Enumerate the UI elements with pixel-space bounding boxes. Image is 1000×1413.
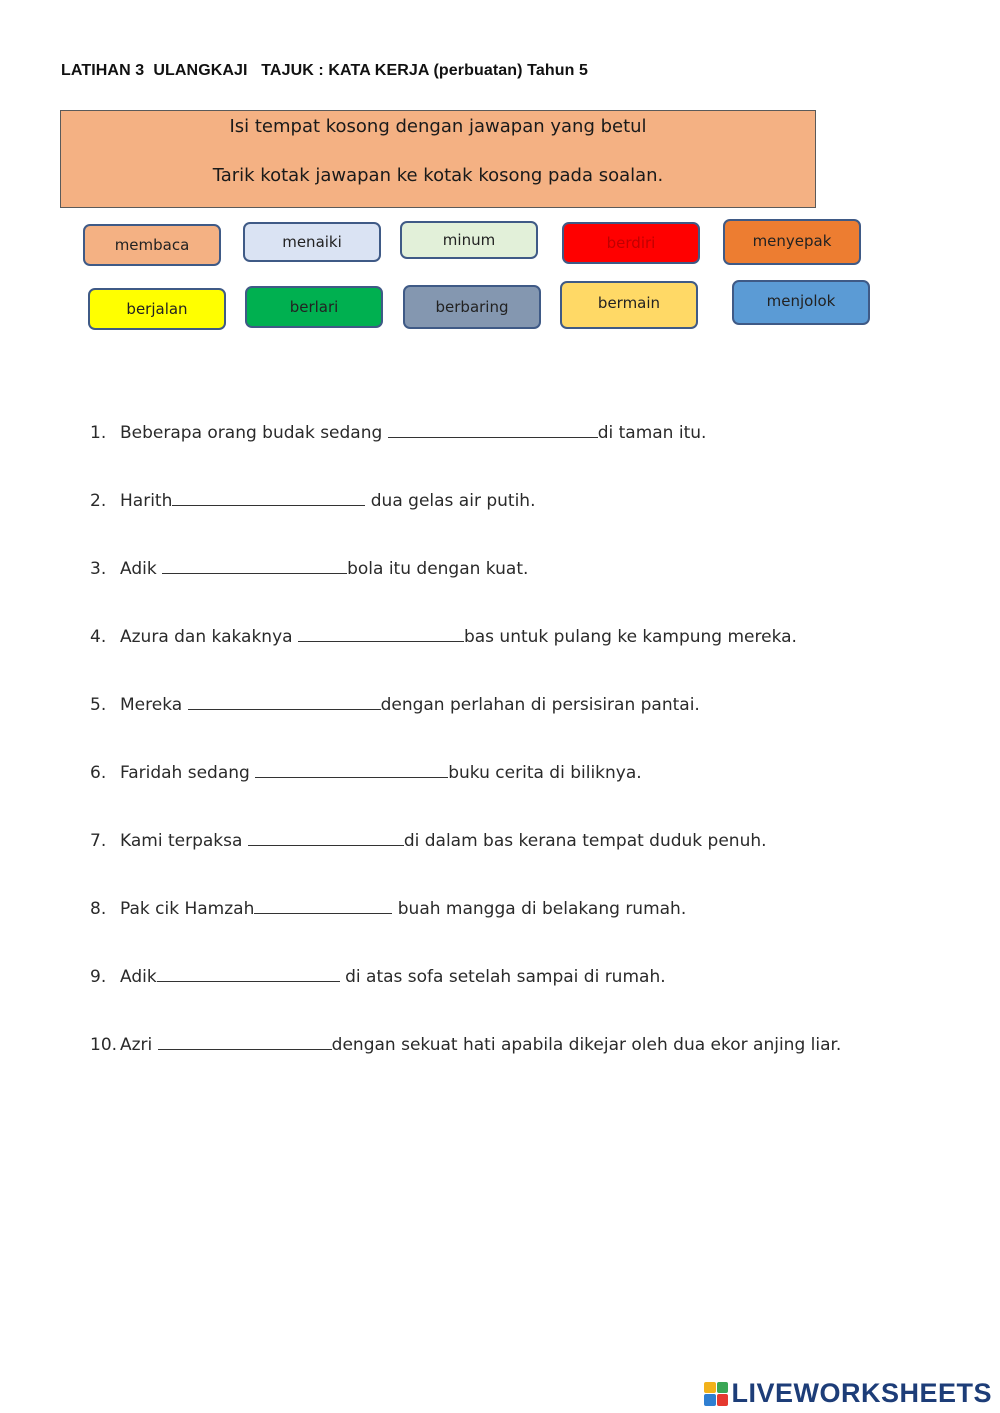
- word-chip-minum[interactable]: minum: [400, 221, 538, 259]
- question-text-before: Beberapa orang budak sedang: [120, 423, 388, 443]
- question-text-before: Pak cik Hamzah: [120, 899, 255, 919]
- question-3: [90, 559, 528, 579]
- question-4: [90, 627, 797, 647]
- question-number: 5.: [90, 695, 107, 715]
- answer-blank-1[interactable]: [388, 423, 598, 438]
- answer-blank-4[interactable]: [298, 627, 464, 642]
- question-text-after: buku cerita di biliknya.: [448, 763, 642, 783]
- question-7: [90, 831, 767, 851]
- liveworksheets-brand: [704, 1378, 992, 1409]
- question-number: 4.: [90, 627, 107, 647]
- question-text-before: Mereka: [120, 695, 188, 715]
- answer-blank-2[interactable]: [172, 491, 365, 506]
- answer-blank-10[interactable]: [158, 1035, 332, 1050]
- question-text-after: bola itu dengan kuat.: [347, 559, 529, 579]
- word-chip-menjolok[interactable]: menjolok: [732, 280, 870, 325]
- answer-blank-3[interactable]: [162, 559, 347, 574]
- liveworksheets-logo-icon: [704, 1382, 728, 1406]
- question-number: 1.: [90, 423, 107, 443]
- brand-text: LIVEWORKSHEETS: [731, 1378, 992, 1408]
- instruction-line-2: Tarik kotak jawapan ke kotak kosong pada soalan.: [212, 165, 664, 186]
- question-5: [90, 695, 700, 715]
- word-chip-menaiki[interactable]: menaiki: [243, 222, 381, 262]
- word-chip-membaca[interactable]: membaca: [83, 224, 221, 266]
- question-text-before: Kami terpaksa: [120, 831, 248, 851]
- word-chip-bermain[interactable]: bermain: [560, 281, 698, 329]
- question-text-after: di dalam bas kerana tempat duduk penuh.: [403, 831, 767, 851]
- question-text-after: dengan perlahan di persisiran pantai.: [380, 695, 700, 715]
- question-6: [90, 763, 642, 783]
- question-10: [90, 1035, 841, 1055]
- question-text-after: dua gelas air putih.: [365, 491, 536, 511]
- question-number: 8.: [90, 899, 107, 919]
- word-chip-berdiri[interactable]: berdiri: [562, 222, 700, 264]
- answer-blank-9[interactable]: [157, 967, 340, 982]
- question-number: 6.: [90, 763, 107, 783]
- answer-blank-8[interactable]: [254, 899, 392, 914]
- word-chip-berjalan[interactable]: berjalan: [88, 288, 226, 330]
- question-number: 10.: [90, 1035, 118, 1055]
- answer-blank-7[interactable]: [248, 831, 404, 846]
- question-2: [90, 491, 535, 511]
- question-text-after: di atas sofa setelah sampai di rumah.: [339, 967, 666, 987]
- question-text-before: Adik: [120, 559, 163, 579]
- question-text-before: Azura dan kakaknya: [120, 627, 298, 647]
- question-text-before: Adik: [120, 967, 157, 987]
- question-text-after: buah mangga di belakang rumah.: [392, 899, 687, 919]
- question-text-after: bas untuk pulang ke kampung mereka.: [463, 627, 797, 647]
- question-1: [90, 423, 706, 443]
- question-text-before: Faridah sedang: [120, 763, 256, 783]
- instruction-box: [60, 110, 816, 208]
- word-chip-berlari[interactable]: berlari: [245, 286, 383, 328]
- question-text-after: dengan sekuat hati apabila dikejar oleh dua ekor anjing liar.: [331, 1035, 842, 1055]
- question-text-after: di taman itu.: [597, 423, 707, 443]
- question-number: 3.: [90, 559, 107, 579]
- question-number: 2.: [90, 491, 107, 511]
- word-chip-berbaring[interactable]: berbaring: [403, 285, 541, 329]
- instruction-line-1: Isi tempat kosong dengan jawapan yang betul: [229, 116, 647, 137]
- question-number: 9.: [90, 967, 107, 987]
- answer-blank-5[interactable]: [188, 695, 381, 710]
- question-text-before: Harith: [120, 491, 173, 511]
- question-number: 7.: [90, 831, 107, 851]
- answer-blank-6[interactable]: [255, 763, 448, 778]
- worksheet-title: LATIHAN 3 ULANGKAJI TAJUK : KATA KERJA (perbuatan) Tahun 5: [61, 62, 588, 79]
- question-text-before: Azri: [120, 1035, 158, 1055]
- word-chip-menyepak[interactable]: menyepak: [723, 219, 861, 265]
- question-8: [90, 899, 686, 919]
- question-9: [90, 967, 666, 987]
